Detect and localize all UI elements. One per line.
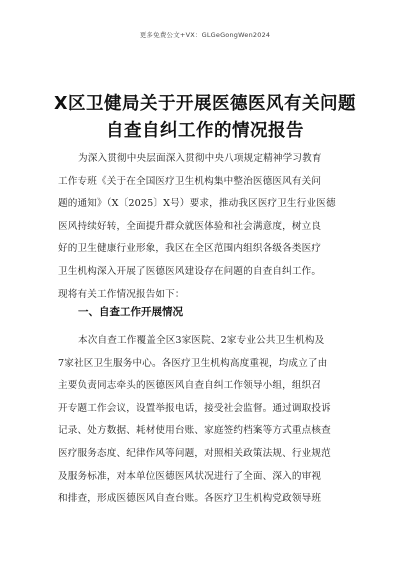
paragraph-line: 题的通知》（X〔2025〕X号）要求，推动我区医疗卫生行业医德 [58, 198, 336, 210]
document-title-line-1: X区卫健局关于开展医德医风有关问题 [54, 94, 356, 114]
header-note: 更多免费公文+VX：GLGeGongWen2024 [139, 31, 271, 39]
section1-paragraph [58, 330, 362, 511]
paragraph-line: 主要负责同志牵头的医德医风自查自纠工作领导小组，组织召 [58, 380, 322, 392]
paragraph-line: 7家社区卫生服务中心。各医疗卫生机构高度重视，均成立了由 [58, 357, 328, 369]
paragraph-line: 本次自查工作覆盖全区3家医院、2家专业公共卫生机构及 [78, 335, 325, 346]
paragraph-line: 及服务标准，对本单位医德医风状况进行了全面、深入的审视 [58, 470, 322, 482]
paragraph-line: 现将有关工作情况报告如下： [58, 288, 185, 300]
paragraph-line: 记录、处方数据、耗材使用台账、家庭签约档案等方式重点核查 [58, 425, 331, 437]
paragraph-line: 开专题工作会议，设置举报电话，接受社会监督。通过调取投诉 [58, 402, 331, 414]
paragraph-line: 工作专班《关于在全国医疗卫生机构集中整治医德医风有关问 [58, 175, 322, 187]
intro-paragraph [58, 148, 362, 306]
document-title-line-2: 自查自纠工作的情况报告 [106, 121, 304, 141]
paragraph-line: 医风持续好转，全面提升群众就医体验和社会满意度，树立良 [58, 220, 322, 232]
paragraph-line: 医疗服务态度、纪律作风等问题，对照相关政策法规、行业规范 [58, 447, 331, 459]
paragraph-line: 卫生机构深入开展了医德医风建设存在问题的自查自纠工作。 [58, 265, 322, 277]
paragraph-line: 和排查，形成医德医风自查台账。各医疗卫生机构党政领导班 [58, 493, 322, 505]
paragraph-line: 好的卫生健康行业形象，我区在全区范围内组织各级各类医疗 [58, 243, 322, 255]
section-heading: 一、自查工作开展情况 [78, 306, 183, 318]
paragraph-line: 为深入贯彻中央层面深入贯彻中央八项规定精神学习教育 [78, 153, 322, 164]
